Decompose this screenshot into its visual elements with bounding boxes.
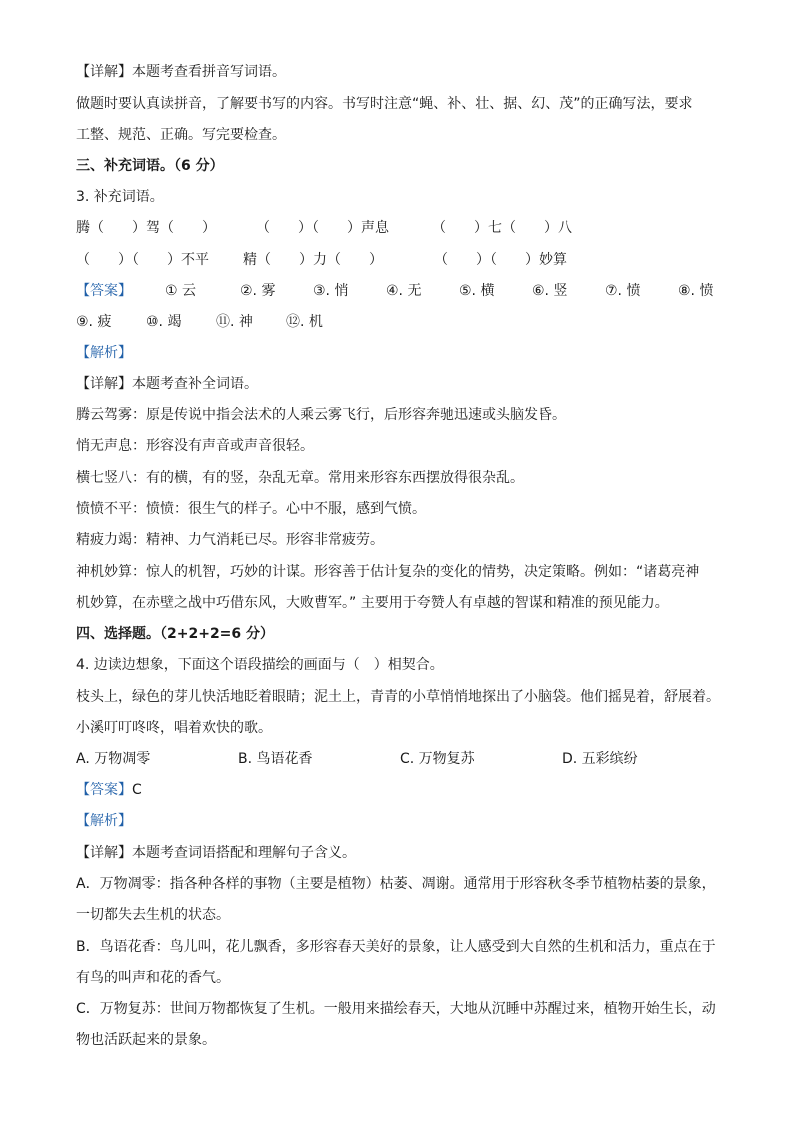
answer-item-2: ②. 雾 xyxy=(240,283,276,299)
blank-row-1-a: 腾（ ）驾（ ） xyxy=(76,220,216,236)
detail-line-1 xyxy=(76,62,286,82)
detail-line-q3 xyxy=(76,374,258,394)
explanation-a-1: A．万物凋零：指各种各样的事物（主要是植物）枯萎、凋谢。通常用于形容秋冬季节植物枯萎的景象， xyxy=(76,876,716,892)
section-4-heading: 四、选择题。（2+2+2=6 分） xyxy=(76,626,275,642)
definition-1: 腾云驾雾：原是传说中指会法术的人乘云雾飞行，后形容奔驰迅速或头脑发昏。 xyxy=(76,407,566,423)
blank-row-1-c: （ ）七（ ）八 xyxy=(432,220,572,236)
bracket-close: 】 xyxy=(118,64,132,80)
answer-item-1: ① 云 xyxy=(165,283,197,299)
detail-text: 本题考查看拼音写词语。 xyxy=(132,64,286,80)
explanation-c-2: 物也活跃起来的景象。 xyxy=(76,1032,216,1048)
answer-item-6: ⑥. 竖 xyxy=(532,283,568,299)
option-a: A. 万物凋零 xyxy=(76,751,151,767)
answer-item-9: ⑨. 疲 xyxy=(76,314,112,330)
passage-line-1: 枝头上，绿色的芽儿快活地眨着眼睛；泥土上，青青的小草悄悄地探出了小脑袋。他们摇晃着，舒展着。 xyxy=(76,689,720,705)
answer-item-4: ④. 无 xyxy=(386,283,422,299)
answer-value-4: C xyxy=(132,782,142,798)
answer-line-4 xyxy=(76,780,142,800)
detail-text-q3: 本题考查补全词语。 xyxy=(132,376,258,392)
analysis-label-3: 【解析】 xyxy=(76,345,132,361)
answer-item-7: ⑦. 愤 xyxy=(605,283,641,299)
detail-tag-q3: 【详解】 xyxy=(76,376,132,392)
definition-3: 横七竖八：有的横，有的竖，杂乱无章。常用来形容东西摆放得很杂乱。 xyxy=(76,470,524,486)
detail-line-2: 做题时要认真读拼音，了解要书写的内容。书写时注意“蝇、补、壮、据、幻、茂”的正确写法，要求 xyxy=(76,96,693,112)
detail-text-q4: 本题考查词语搭配和理解句子含义。 xyxy=(132,845,356,861)
definition-2: 悄无声息：形容没有声音或声音很轻。 xyxy=(76,438,314,454)
answer-label-4: 【答案】 xyxy=(76,782,132,798)
definition-6b: 机妙算，在赤壁之战中巧借东风，大败曹军。” 主要用于夸赞人有卓越的智谋和精准的预见能力。 xyxy=(76,595,669,611)
blank-row-1-b: （ ）（ ）声息 xyxy=(256,220,389,236)
explanation-b-2: 有鸟的叫声和花的香气。 xyxy=(76,970,230,986)
answer-item-8: ⑧. 愤 xyxy=(678,283,714,299)
option-d: D. 五彩缤纷 xyxy=(562,751,638,767)
blank-row-2-a: （ ）（ ）不平 xyxy=(76,252,209,268)
question-3: 3. 补充词语。 xyxy=(76,189,164,205)
passage-line-2: 小溪叮叮咚咚，唱着欢快的歌。 xyxy=(76,720,272,736)
bracket-open: 【 xyxy=(76,64,90,80)
question-4: 4. 边读边想象，下面这个语段描绘的画面与（ ）相契合。 xyxy=(76,657,444,673)
analysis-label-4: 【解析】 xyxy=(76,813,132,829)
detail-tag-q4: 【详解】 xyxy=(76,845,132,861)
answer-item-10: ⑩. 竭 xyxy=(146,314,182,330)
answer-item-5: ⑤. 横 xyxy=(459,283,495,299)
explanation-c-1: C．万物复苏：世间万物都恢复了生机。一般用来描绘春天，大地从沉睡中苏醒过来，植物开始生长，动 xyxy=(76,1001,716,1017)
detail-line-3: 工整、规范、正确。写完要检查。 xyxy=(76,127,286,143)
explanation-a-2: 一切都失去生机的状态。 xyxy=(76,907,230,923)
answer-item-12: ⑫. 机 xyxy=(286,314,323,330)
option-c: C. 万物复苏 xyxy=(400,751,475,767)
section-3-heading: 三、补充词语。（6 分） xyxy=(76,158,224,174)
option-b: B. 鸟语花香 xyxy=(238,751,313,767)
blank-row-2-b: 精（ ）力（ ） xyxy=(243,252,383,268)
definition-4: 愤愤不平：愤愤：很生气的样子。心中不服，感到气愤。 xyxy=(76,501,426,517)
answer-item-11: ⑪. 神 xyxy=(216,314,253,330)
detail-tag: 详解 xyxy=(90,64,118,80)
blank-row-2-c: （ ）（ ）妙算 xyxy=(434,252,567,268)
definition-6a: 神机妙算：惊人的机智，巧妙的计谋。形容善于估计复杂的变化的情势，决定策略。例如：“诸葛亮神 xyxy=(76,564,700,580)
definition-5: 精疲力竭：精神、力气消耗已尽。形容非常疲劳。 xyxy=(76,532,384,548)
answer-item-3: ③. 悄 xyxy=(313,283,349,299)
detail-line-q4 xyxy=(76,843,356,863)
answer-label-3: 【答案】 xyxy=(76,283,132,299)
explanation-b-1: B．鸟语花香：鸟儿叫，花儿飘香，多形容春天美好的景象，让人感受到大自然的生机和活力，重点在于 xyxy=(76,939,716,955)
